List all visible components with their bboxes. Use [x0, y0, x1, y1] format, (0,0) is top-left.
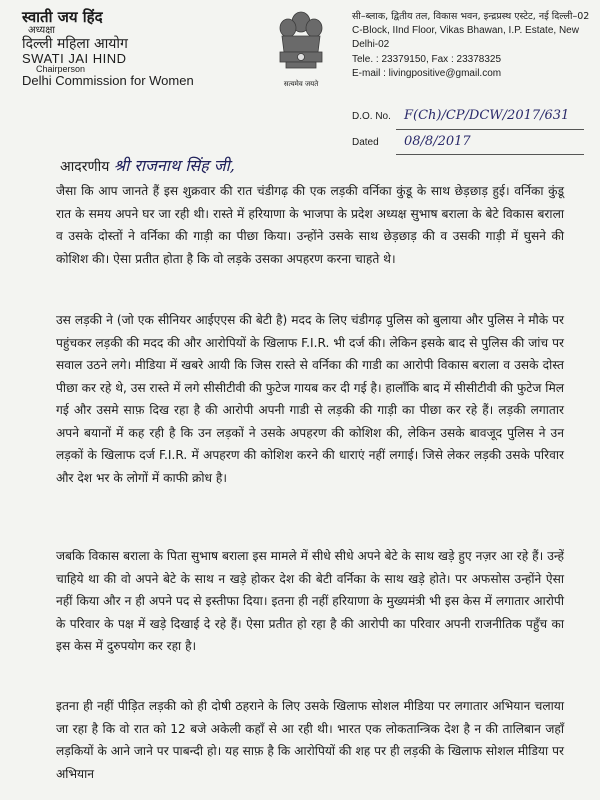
sender-name-english: SWATI JAI HIND [22, 51, 127, 66]
emblem-motto: सत्यमेव जयते [283, 80, 319, 88]
body-paragraph-1: जैसा कि आप जानते हैं इस शुक्रवार की रात चंडीगढ़ की एक लड़की वर्निका कुंडू के साथ छेड़छाड़ हुई। वर्निका कुंडू रात के समय अपने घर जा रही थी। रास्ते में हरियाणा के भाजपा के प्रदेश अध्यक्ष सुभाष बराला के बेटे विकास बराला व उसके दोस्तों ने वर्निका की गाड़ी का पीछा किया। उन्होंने उसके साथ छेड़छाड़ की व उसकी गाड़ी में घुसने की कोशिश की। ऐसा प्रतीत होता है कि वो लड़के उसका अपहरण करना चाहते थे। [56, 184, 564, 266]
body-paragraph-4: इतना ही नहीं पीड़ित लड़की को ही दोषी ठहराने के लिए उसके खिलाफ सोशल मीडिया पर लगातार अभियान चलाया जा रहा है कि वो रात को 12 बजे अकेली कहाँ से आ रही थी। भारत एक लोकतान्त्रिक देश है न की तालिबान जहाँ लड़कियों के आने जाने पर पाबन्दी हो। यह साफ़ है कि आरोपियों की शह पर ही लड़की के खिलाफ सोशल मीडिया पर अभियान [56, 699, 564, 781]
date-label: Dated [352, 136, 379, 148]
salutation [60, 154, 235, 176]
recipient-name: श्री राजनाथ सिंह जी, [113, 156, 235, 175]
address-english: C-Block, IInd Floor, Vikas Bhawan, I.P. Estate, New Delhi-02 [352, 24, 579, 51]
body-paragraph-3: जबकि विकास बराला के पिता सुभाष बराला इस मामले में सीधे सीधे अपने बेटे के साथ खड़े हुए नज़र आ रहे हैं। उन्हें चाहिये था की वो अपने बेटे के साथ न खड़े होकर देश की बेटी वर्निका के साथ खड़े होते। पर अफसोस उन्होंने ऐसा नहीं किया और न ही अपने पद से इस्तीफा दिया। इतना ही नहीं हरियाणा के मुख्यमंत्री भी इस केस में लगातार आरोपी के परिवार के पक्ष में खड़े दिखाई दे रहे हैं। ऐसा प्रतीत हो रहा है की आरोपी का परिवार अपनी राजनीतिक पहुँच का इस केस में दुरुपयोग कर रहा है। [56, 549, 565, 653]
do-number-value: F(Ch)/CP/DCW/2017/631 [396, 104, 584, 130]
do-number-label: D.O. No. [352, 111, 391, 122]
sender-role-english: Chairperson [36, 64, 86, 74]
letterhead-sender [22, 10, 194, 87]
address-hindi: सी–ब्लाक, द्वितीय तल, विकास भवन, इन्द्रप्रस्थ एस्टेट, नई दिल्ली–02 [352, 11, 590, 22]
email: E-mail : livingpositive@gmail.com [352, 68, 502, 80]
salutation-prefix: आदरणीय [60, 159, 110, 175]
sender-role-hindi: अध्यक्षा [28, 25, 55, 36]
date-value: 08/8/2017 [396, 130, 584, 156]
letterhead-address [352, 10, 600, 82]
sender-name-hindi: स्वाती जय हिंद [22, 8, 103, 26]
phone-fax: Tele. : 23379150, Fax : 23378325 [352, 53, 502, 65]
sender-org-english: Delhi Commission for Women [22, 73, 194, 88]
reference-block [352, 104, 584, 155]
body-paragraph-2: उस लड़की ने (जो एक सीनियर आईएएस की बेटी है) मदद के लिए चंडीगढ़ पुलिस को बुलाया और पुलिस ने मौके पर पहुंचकर लड़की की मदद की और आरोपियों के खिलाफ F.I.R. भी दर्ज की। लेकिन इसके बाद से पुलिस की जांच पर सवाल उठने लगे। मीडिया में खबरे आयी कि जिस रास्ते से वर्निका की गाडी का आरोपी विकास बराला व उसके दोस्त पीछा कर रहे थे, उस रास्ते में लगे सीसीटीवी की फुटेज गायब कर दी गई है। हालाँकि बाद में सीसीटीवी की फुटेज मिल गई और उसमे साफ़ दिख रहा है की आरोपी अपनी गाडी से लड़की की गाड़ी का पीछा कर रहे हैं। लड़की लगातार अपने बयानों में कह रही है कि उन लड़कों ने उसके अपहरण की कोशिश की, लेकिन उसके बावजूद पुलिस ने उन लड़कों के खिलाफ दर्ज F.I.R. में अपहरण की कोशिश करने की धाराएं नहीं लगाई। जिसे लेकर लड़की उसके परिवार और देश भर के लोगों में काफी क्रोध है। [56, 313, 564, 485]
sender-org-hindi: दिल्ली महिला आयोग [22, 36, 128, 52]
